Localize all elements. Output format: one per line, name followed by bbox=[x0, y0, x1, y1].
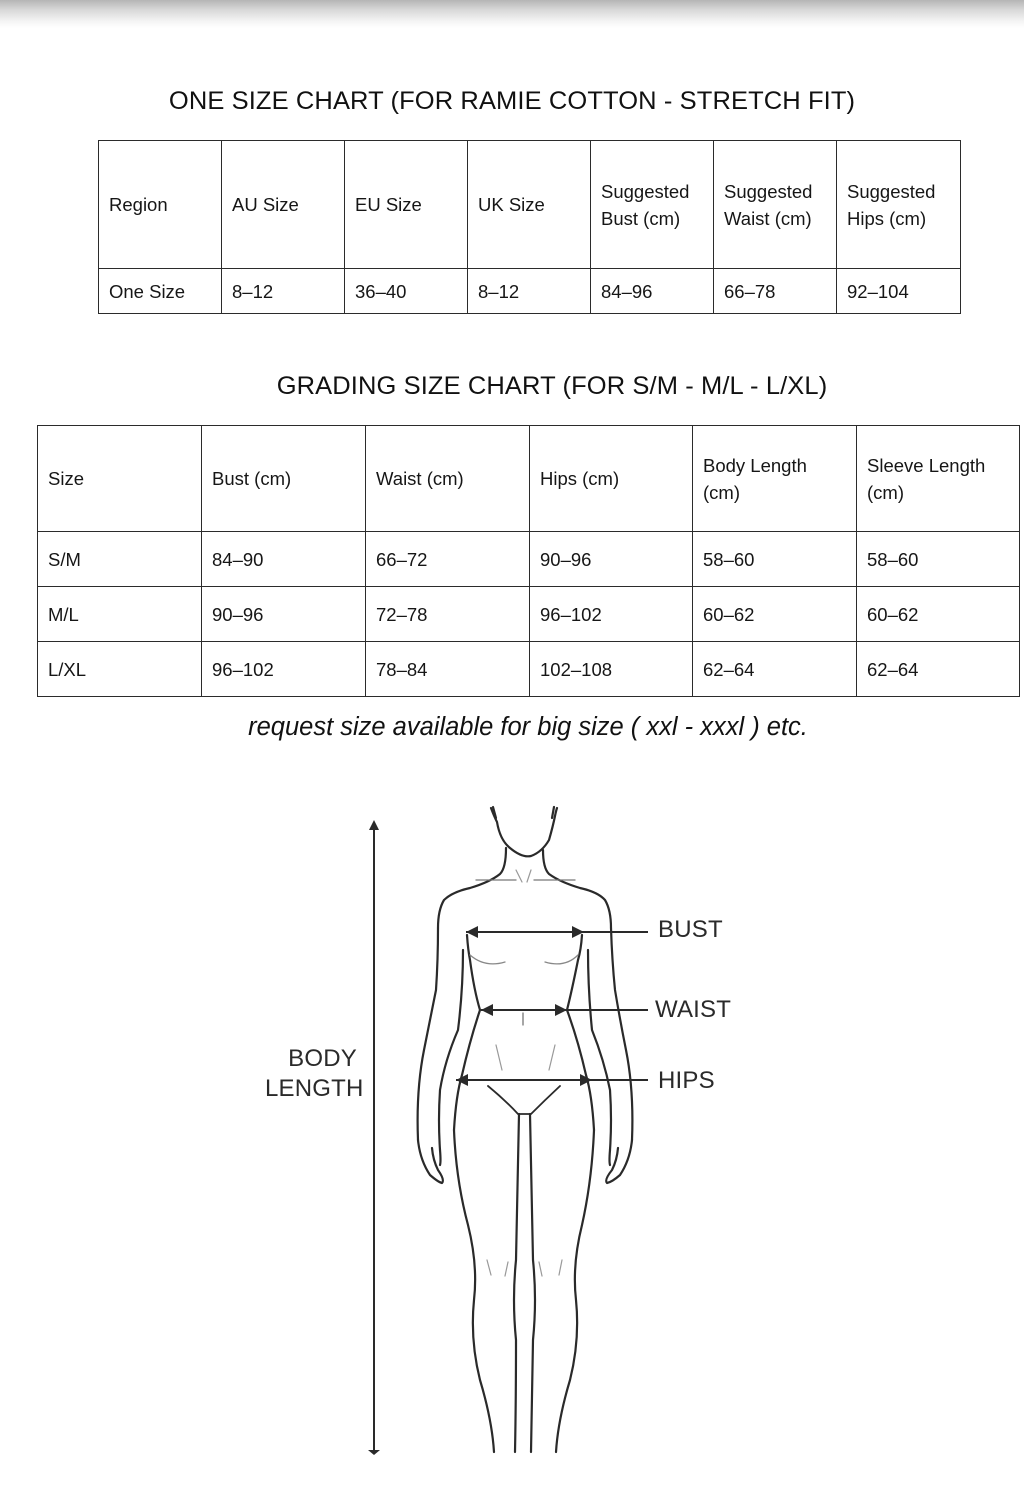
header-cell-bust: Bust (cm) bbox=[202, 426, 366, 532]
cell-body-length: 60–62 bbox=[693, 587, 857, 642]
body-length-arrow bbox=[368, 820, 380, 1455]
cell-hips: 90–96 bbox=[530, 532, 693, 587]
cell-sleeve-length: 58–60 bbox=[857, 532, 1020, 587]
cell-bust: 84–96 bbox=[591, 269, 714, 314]
body-length-label: BODY LENGTH bbox=[265, 1045, 364, 1102]
top-shadow bbox=[0, 0, 1024, 28]
cell-body-length: 58–60 bbox=[693, 532, 857, 587]
waist-label: WAIST bbox=[655, 996, 732, 1023]
cell-size: S/M bbox=[38, 532, 202, 587]
header-cell-sleeve-length: Sleeve Length (cm) bbox=[857, 426, 1020, 532]
grading-size-table bbox=[37, 425, 1020, 697]
big-size-note: request size available for big size ( xxl - xxxl ) etc. bbox=[248, 713, 808, 741]
header-cell-body-length: Body Length (cm) bbox=[693, 426, 857, 532]
table-row-lxl bbox=[38, 642, 1020, 697]
one-size-chart-title: ONE SIZE CHART (FOR RAMIE COTTON - STRETCH FIT) bbox=[168, 87, 856, 115]
cell-hips: 102–108 bbox=[530, 642, 693, 697]
header-cell-waist: Suggested Waist (cm) bbox=[714, 141, 837, 269]
header-cell-waist: Waist (cm) bbox=[366, 426, 530, 532]
header-cell-size: Size bbox=[38, 426, 202, 532]
cell-sleeve-length: 62–64 bbox=[857, 642, 1020, 697]
table-header-row bbox=[38, 426, 1020, 532]
header-cell-bust: Suggested Bust (cm) bbox=[591, 141, 714, 269]
table-row-sm bbox=[38, 532, 1020, 587]
table-header-row bbox=[99, 141, 961, 269]
header-cell-region: Region bbox=[99, 141, 222, 269]
cell-waist: 72–78 bbox=[366, 587, 530, 642]
one-size-table bbox=[98, 140, 961, 314]
cell-size: L/XL bbox=[38, 642, 202, 697]
table-row-ml bbox=[38, 587, 1020, 642]
header-cell-au-size: AU Size bbox=[222, 141, 345, 269]
grading-size-chart-title: GRADING SIZE CHART (FOR S/M - M/L - L/XL) bbox=[276, 372, 828, 400]
cell-hips: 92–104 bbox=[837, 269, 961, 314]
cell-bust: 96–102 bbox=[202, 642, 366, 697]
cell-au-size: 8–12 bbox=[222, 269, 345, 314]
header-cell-hips: Suggested Hips (cm) bbox=[837, 141, 961, 269]
cell-hips: 96–102 bbox=[530, 587, 693, 642]
cell-eu-size: 36–40 bbox=[345, 269, 468, 314]
cell-region: One Size bbox=[99, 269, 222, 314]
table-row bbox=[99, 269, 961, 314]
cell-sleeve-length: 60–62 bbox=[857, 587, 1020, 642]
header-cell-hips: Hips (cm) bbox=[530, 426, 693, 532]
body-outline-illustration bbox=[0, 790, 1024, 1497]
cell-size: M/L bbox=[38, 587, 202, 642]
cell-bust: 90–96 bbox=[202, 587, 366, 642]
bust-label: BUST bbox=[658, 916, 723, 943]
header-cell-uk-size: UK Size bbox=[468, 141, 591, 269]
hips-label: HIPS bbox=[658, 1067, 715, 1094]
cell-waist: 66–72 bbox=[366, 532, 530, 587]
cell-body-length: 62–64 bbox=[693, 642, 857, 697]
cell-waist: 78–84 bbox=[366, 642, 530, 697]
cell-uk-size: 8–12 bbox=[468, 269, 591, 314]
cell-waist: 66–78 bbox=[714, 269, 837, 314]
cell-bust: 84–90 bbox=[202, 532, 366, 587]
header-cell-eu-size: EU Size bbox=[345, 141, 468, 269]
measurement-figure bbox=[0, 790, 1024, 1497]
